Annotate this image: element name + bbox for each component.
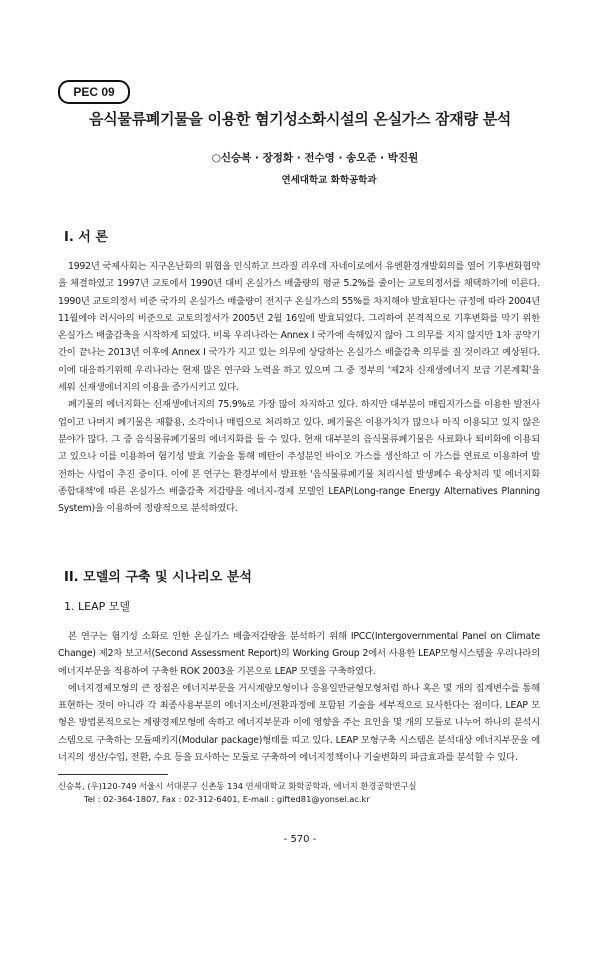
subsection-heading-leap: 1. LEAP 모델 <box>64 600 130 613</box>
footnote-contact: Tel : 02-364-1807, Fax : 02-312-6401, E-mail : gifted81@yonsei.ac.kr <box>84 794 370 804</box>
section-heading-introduction: I. 서 론 <box>64 230 108 245</box>
paragraph: 에너지경제모형의 큰 장점은 에너지부문을 거시계량모형이나 응용일반균형모형처럼 하나 혹은 몇 개의 집계변수를 통해 표현하는 것이 아니라 각 최종사용부분의 에너지소비/전환과정에 포함된 기술을 세부적으로 묘사한다는 점이다. LEAP 모형은 방법론적으로는 계량경제모형에 속하고 에너지부문과 이에 영향을 주는 요인을 몇 개의 모듈로 나누어 하나의 분석시스템으로 구축하는 모듈패키지(Modular package)형태를 띠고 있다. LEAP 모형구축 시스템은 분석대상 에너지부문을 에너지의 생산/수입, 전환, 수요 등을 묘사하는 모듈로 구축하여 에너지정책이나 기술변화의 파급효과를 분석할 수 있다. <box>58 682 540 764</box>
section-heading-model: II. 모델의 구축 및 시나리오 분석 <box>64 570 252 585</box>
paper-title: 음식물류폐기물을 이용한 혐기성소화시설의 온실가스 잠재량 분석 <box>89 110 511 128</box>
introduction-body <box>58 258 540 517</box>
footnote-divider <box>58 774 168 775</box>
page-number: - 570 - <box>283 834 317 845</box>
footnote <box>58 780 540 806</box>
footnote-address: 신승복, (우)120-749 서울시 서대문구 신촌동 134 연세대학교 화학공학과, 에너지 환경공학연구실 <box>58 781 417 791</box>
author-list: ○신승복 · 장정화 · 전수영 · 송오준 · 박진원 <box>211 152 419 164</box>
paragraph: 본 연구는 혐기성 소화로 인한 온실가스 배출저감량을 분석하기 위해 IPCC(Intergovernmental Panel on Climate Change) 제2차 보고서(Second Assessment Report)의 Working Group 2에서 사용한 LEAP모형시스템을 우리나라의 에너지부문을 적용하여 구축한 ROK 2003을 기본으로 LEAP 모델을 구축하였다. <box>58 631 540 677</box>
paragraph: 1992년 국제사회는 지구온난화의 위협을 인식하고 브라질 리우데 자네이로에서 유엔환경개발회의를 열어 기후변화협약을 체결하였고 1997년 교토에서 1990년 대비 온실가스 배출량의 평균 5.2%를 줄이는 교토의정서를 채택하기에 이른다. 1990년 교토의정서 비준 국가의 온실가스 배출량이 전지구 온실가스의 55%를 차지해야 발효된다는 규정에 따라 2004년 11월에야 러시아의 비준으로 교토의정서가 2005년 2월 16일에 발효되었다. 그리하여 본격적으로 기후변화를 막기 위한 온실가스 배출감축을 시작하게 되었다. 비록 우리나라는 Annex I 국가에 속해있지 않아 그 의무를 지지 않지만 1차 공약기간이 끝나는 2013년 이후에 Annex I 국가가 지고 있는 의무에 상당하는 온실가스 배출감축 의무를 질 것이라고 예상된다. 이에 대응하기위해 우리나라는 현재 많은 연구와 노력을 하고 있으며 그 중 정부의 '제2차 신재생에너지 보급 기본계획'을 세워 신재생에너지의 이용을 증가시키고 있다. <box>58 261 540 394</box>
paragraph: 폐기물의 에너지화는 신재생에너지의 75.9%로 가장 많이 차지하고 있다. 하지만 대부분이 매립지가스를 이용한 발전사업이고 나머지 폐기물은 재활용, 소각이나 매립으로 처리하고 있다. 폐기물은 이용가치가 많으나 아직 이용되고 있지 않은 분야가 많다. 그 중 음식물류폐기물의 에너지화를 들 수 있다. 현재 대부분의 음식물류폐기물은 사료화나 퇴비화에 이용되고 있으나 이를 이용하여 혐기성 발효 기술을 통해 메탄이 주성분인 바이오 가스를 생산하고 이 가스를 연료로 이용하여 발전하는 사업이 추진 중이다. 이에 본 연구는 환경부에서 발표한 '음식물류폐기물 처리시설 발생폐수 육상처리 및 에너지화 종합대책'에 따른 온실가스 배출감축 저감량을 에너지-경제 모델인 LEAP(Long-range Energy Alternatives Planning System)을 이용하여 정량적으로 분석하였다. <box>58 399 540 515</box>
session-code-badge: PEC 09 <box>58 80 130 104</box>
model-body <box>58 628 540 766</box>
affiliation: 연세대학교 화학공학과 <box>281 175 377 186</box>
